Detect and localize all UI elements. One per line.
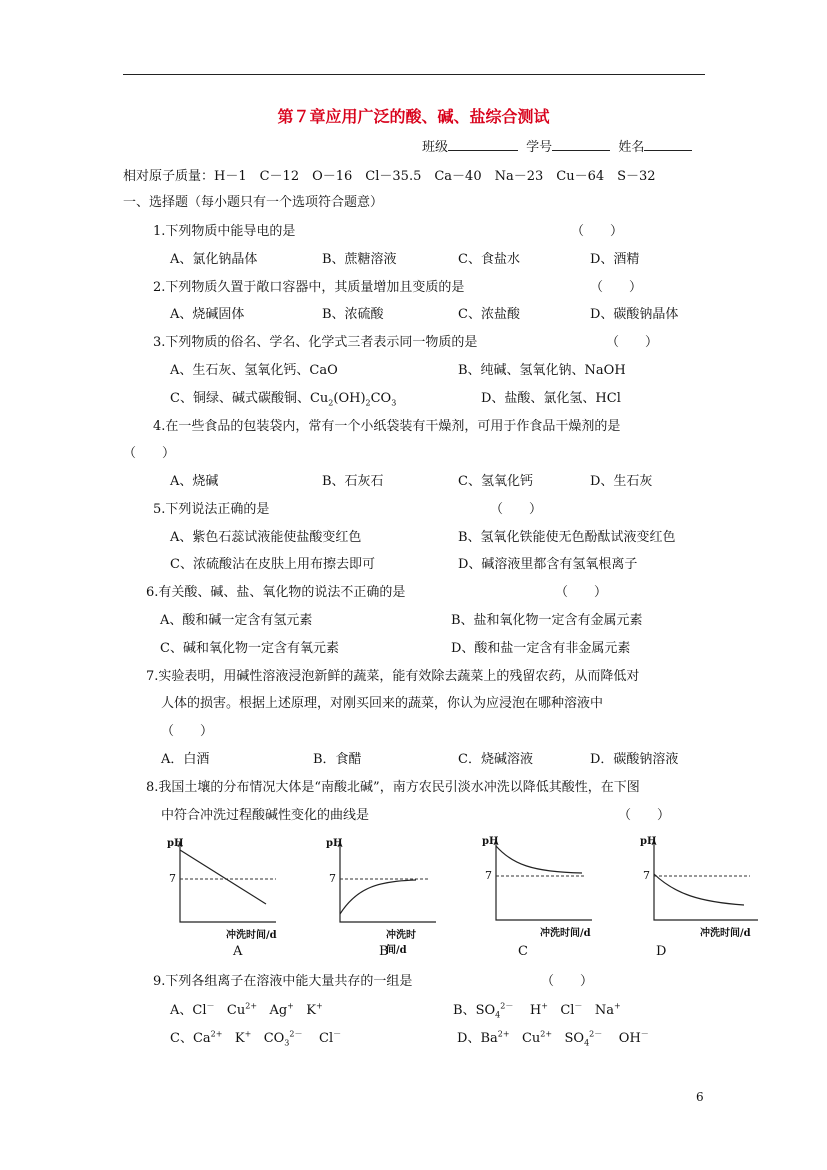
question-3-option-d: D、盐酸、氯化氢、HCl — [481, 391, 621, 406]
graph-b-label: B — [379, 944, 389, 959]
question-4-option-d: D、生石灰 — [590, 474, 653, 489]
question-1-answer-bracket[interactable]: （ ） — [571, 224, 624, 239]
student-info-line — [422, 136, 692, 155]
question-1-option-d: D、酒精 — [590, 252, 640, 267]
question-2-option-c: C、浓盐酸 — [458, 307, 520, 322]
question-7-option-d: D．碳酸钠溶液 — [590, 752, 679, 767]
question-4-stem: 4.在一些食品的包装袋内，常有一个小纸袋装有干燥剂，可用于作食品干燥剂的是 — [153, 419, 621, 434]
question-6-stem: 6.有关酸、碱、盐、氧化物的说法不正确的是 — [146, 585, 406, 600]
question-7-answer-bracket[interactable]: （ ） — [161, 724, 214, 739]
graph-d-curve — [654, 874, 744, 905]
question-1-option-c: C、食盐水 — [458, 252, 520, 267]
graph-b — [326, 834, 436, 956]
question-6-option-a: A、酸和碱一定含有氢元素 — [160, 613, 313, 628]
question-9-answer-bracket[interactable]: （ ） — [541, 974, 594, 989]
graph-c-xlabel: 冲洗时间/d — [540, 928, 591, 939]
name-blank[interactable] — [644, 138, 692, 151]
graph-b-curve — [340, 880, 416, 914]
question-4-option-c: C、氢氧化钙 — [458, 474, 533, 489]
question-6-answer-bracket[interactable]: （ ） — [555, 585, 608, 600]
name-label: 姓名 — [618, 140, 645, 155]
graph-d-xlabel: 冲洗时间/d — [700, 928, 751, 939]
question-7-option-a: A．白酒 — [161, 752, 210, 767]
class-blank[interactable] — [448, 138, 518, 151]
question-9-option-a: A、Cl－ $Cu^{2+}$ Ag+ K+ — [170, 1001, 323, 1018]
graph-d-label: D — [656, 944, 667, 959]
question-2-option-d: D、碳酸钠晶体 — [590, 307, 679, 322]
graph-d-plot — [640, 834, 760, 926]
id-blank[interactable] — [552, 138, 610, 151]
question-4-answer-bracket[interactable]: （ ） — [123, 446, 176, 461]
question-8-stem-line1: 8.我国土壤的分布情况大体是“南酸北碱”，南方农民引淡水冲洗以降低其酸性，在下图 — [146, 780, 640, 795]
question-3-stem: 3.下列物质的俗名、学名、化学式三者表示同一物质的是 — [153, 335, 478, 350]
graph-d-ylabel: pH — [640, 836, 657, 847]
question-2-answer-bracket[interactable]: （ ） — [590, 280, 643, 295]
graph-a-tick: 7 — [169, 872, 176, 885]
graph-a-label: A — [233, 944, 243, 959]
graph-a-curve — [180, 850, 266, 904]
question-7-option-b: B．食醋 — [313, 752, 362, 767]
atomic-masses: 相对原子质量：H－1 C－12 O－16 Cl－35.5 Ca－40 Na－23 Cu－64 S－32 — [123, 169, 656, 184]
question-7-stem-line1: 7.实验表明，用碱性溶液浸泡新鲜的蔬菜，能有效除去蔬菜上的残留农药，从而降低对 — [146, 669, 640, 684]
graph-a-xlabel: 冲洗时间/d — [226, 930, 277, 941]
question-4-option-b: B、石灰石 — [322, 474, 384, 489]
question-8-answer-bracket[interactable]: （ ） — [618, 808, 671, 823]
question-5-option-b: B、氢氧化铁能使无色酚酞试液变红色 — [458, 530, 676, 545]
class-label: 班级 — [422, 140, 449, 155]
question-5-option-d: D、碱溶液里都含有氢氧根离子 — [458, 557, 638, 572]
question-7-stem-line2: 人体的损害。根据上述原理，对刚买回来的蔬菜，你认为应浸泡在哪种溶液中 — [161, 696, 604, 711]
graph-c-plot — [482, 834, 592, 926]
question-6-option-c: C、碱和氧化物一定含有氧元素 — [160, 641, 339, 656]
graph-b-xlabel: 冲洗时间/d — [386, 930, 416, 956]
question-3-option-b: B、纯碱、氢氧化钠、NaOH — [458, 363, 626, 378]
question-3-option-a: A、生石灰、氢氧化钙、CaO — [170, 363, 338, 378]
graph-d — [640, 834, 760, 944]
graph-a — [168, 834, 278, 944]
question-9-stem: 9.下列各组离子在溶液中能大量共存的一组是 — [153, 974, 413, 989]
question-9-option-d: D、$Ba^{2+}$ $Cu^{2+}$ $SO_4^{2-}$ OH－ — [457, 1029, 649, 1048]
question-8-stem-line2: 中符合冲洗过程酸碱性变化的曲线是 — [161, 808, 370, 823]
graph-c-label: C — [518, 944, 528, 959]
question-2-option-b: B、浓硫酸 — [322, 307, 384, 322]
question-5-answer-bracket[interactable]: （ ） — [490, 502, 543, 517]
question-1-stem: 1.下列物质中能导电的是 — [153, 224, 296, 239]
graph-a-ylabel: pH — [167, 838, 184, 849]
graph-c-curve — [496, 846, 582, 873]
question-5-option-c: C、浓硫酸沾在皮肤上用布擦去即可 — [170, 557, 375, 572]
question-9-option-b: B、$SO_4^{2-}$ H+ Cl－ Na+ — [453, 1001, 621, 1020]
graph-c-tick: 7 — [485, 869, 492, 882]
page-number: 6 — [696, 1090, 704, 1104]
question-1-option-a: A、氯化钠晶体 — [170, 252, 258, 267]
question-5-stem: 5.下列说法正确的是 — [153, 502, 270, 517]
section-heading: 一、选择题（每小题只有一个选项符合题意） — [123, 195, 384, 210]
question-6-option-b: B、盐和氧化物一定含有金属元素 — [451, 613, 643, 628]
question-3-option-c: C、铜绿、碱式碳酸铜、$Cu_2(OH)_2CO_3$ — [170, 391, 397, 408]
header-rule — [123, 74, 705, 75]
question-4-option-a: A、烧碱 — [170, 474, 219, 489]
graph-b-plot — [326, 834, 436, 926]
question-2-option-a: A、烧碱固体 — [170, 307, 245, 322]
question-2-stem: 2.下列物质久置于敞口容器中，其质量增加且变质的是 — [153, 280, 465, 295]
question-3-answer-bracket[interactable]: （ ） — [606, 335, 659, 350]
page-title: 第７章应用广泛的酸、碱、盐综合测试 — [277, 107, 550, 126]
graph-d-tick: 7 — [643, 869, 650, 882]
question-7-option-c: C．烧碱溶液 — [458, 752, 533, 767]
graph-b-ylabel: pH — [326, 838, 343, 849]
graph-c — [482, 834, 592, 944]
question-6-option-d: D、酸和盐一定含有非金属元素 — [451, 641, 631, 656]
graph-c-ylabel: pH — [482, 836, 499, 847]
graph-a-plot — [168, 834, 278, 926]
graph-b-tick: 7 — [329, 872, 336, 885]
question-5-option-a: A、紫色石蕊试液能使盐酸变红色 — [170, 530, 362, 545]
question-1-option-b: B、蔗糖溶液 — [322, 252, 397, 267]
question-9-option-c: C、$Ca^{2+}$ K+ $CO_3^{2-}$ Cl－ — [170, 1029, 342, 1048]
id-label: 学号 — [526, 140, 553, 155]
